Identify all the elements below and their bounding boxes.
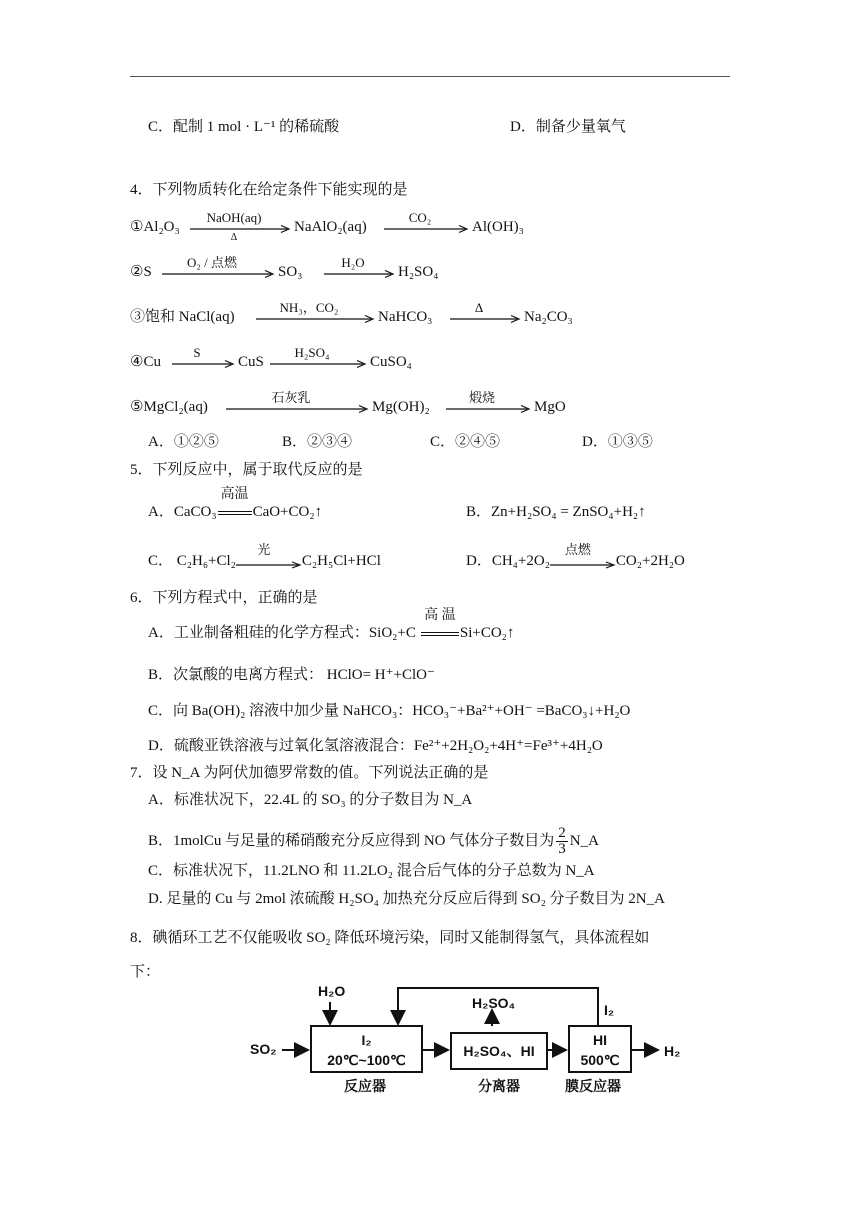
flow-h2-label: H₂ [664,1043,681,1059]
q7-option-c: C．标准状况下，11.2LNO 和 11.2LO₂ 混合后气体的分子总数为 N_A [148,863,595,879]
arrow-condition-above: S [193,345,201,360]
flow-h2so4-out-label: H₂SO₄ [472,995,516,1011]
membrane-line2: 500℃ [580,1052,620,1068]
route-intermediate: CuS [238,354,264,370]
equilibrium-sign-icon [217,486,253,523]
q8-stem-line2: 下： [130,964,161,980]
q7-option-b [148,826,599,857]
reaction-arrow-icon [270,346,366,370]
route-intermediate: NaHCO₃ [378,309,433,325]
route-start: ③饱和 NaCl(aq) [130,309,235,325]
route-intermediate: Mg(OH)₂ [372,399,430,415]
q7-b-right: N_A [569,832,599,849]
q5-d-right: CO₂+2H₂O [615,553,685,569]
q5-stem: 5．下列反应中，属于取代反应的是 [130,462,363,478]
membrane-reactor-name: 膜反应器 [565,1078,621,1094]
reactor-line2: 20℃~100℃ [327,1052,406,1068]
q6-a-condition: 高 温 [424,607,456,623]
q4-option-c: C．②④⑤ [430,434,501,450]
reaction-arrow-icon [446,391,530,415]
q5-d-left: D．CH₄+2O₂ [466,553,550,569]
arrow-condition-above: NaOH(aq) [206,210,262,225]
q4-option-d: D．①③⑤ [582,434,653,450]
route-intermediate: NaAlO₂(aq) [294,219,367,235]
separator-name: 分离器 [478,1078,520,1094]
q6-option-d: D．硫酸亚铁溶液与过氧化氢溶液混合：Fe²⁺+2H₂O₂+4H⁺=Fe³⁺+4H₂O [148,738,603,754]
q5-option-a [148,486,323,523]
q4-option-b: B．②③④ [282,434,353,450]
q5-a-condition: 高温 [220,486,249,502]
q6-option-b: B．次氯酸的电离方程式： HClO= H⁺+ClO⁻ [148,667,435,683]
reaction-arrow-icon [256,301,374,325]
q7-b-left: B．1molCu 与足量的稀硝酸充分反应得到 NO 气体分子数目为 [148,832,555,849]
reactor-name: 反应器 [344,1078,386,1094]
reaction-arrow-icon [190,210,290,243]
arrow-condition-above: Δ [474,300,484,315]
q5-option-c [148,541,381,572]
q6-stem: 6．下列方程式中，正确的是 [130,590,318,606]
arrow-condition-above: O₂ / 点燃 [186,255,238,270]
reaction-arrow-icon [324,256,394,280]
q6-option-a [148,607,515,644]
reactor-box [310,1025,423,1073]
q6-a-left: A．工业制备粗硅的化学方程式：SiO₂+C [148,625,416,641]
q7-stem: 7．设 N_A 为阿伏加德罗常数的值。下列说法正确的是 [130,765,489,781]
route-product: CuSO₄ [370,354,412,370]
flow-so2-label: SO₂ [250,1041,277,1057]
q3-option-d: D．制备少量氧气 [510,119,626,135]
q5-a-left: A．CaCO₃ [148,504,217,520]
q6-a-right: Si+CO₂↑ [459,625,515,641]
separator-line1: H₂SO₄、HI [463,1043,535,1059]
equilibrium-sign-icon [420,607,460,644]
arrow-condition-above: 煅烧 [468,390,495,405]
route-start: ①Al₂O₃ [130,219,180,235]
reaction-arrow-icon [450,301,520,325]
membrane-reactor-box [568,1025,632,1073]
reaction-arrow-icon [384,211,468,235]
arrow-condition-below: Δ [230,232,238,243]
q5-d-condition: 点燃 [564,541,591,557]
route-product: Al(OH)₃ [472,219,524,235]
route-intermediate: SO₃ [278,264,303,280]
q5-option-d [466,541,685,572]
reactor-line1: I₂ [361,1032,372,1048]
reaction-arrow-icon [236,541,302,572]
route-start: ④Cu [130,354,161,370]
q5-c-right: C₂H₅Cl+HCl [301,553,381,569]
route-product: Na₂CO₃ [524,309,573,325]
header-rule [130,76,730,77]
q3-option-c: C．配制 1 mol · L⁻¹ 的稀硫酸 [148,119,340,135]
route-start: ⑤MgCl₂(aq) [130,399,208,415]
route-start: ②S [130,264,152,280]
arrow-condition-above: CO₂ [408,210,432,225]
arrow-condition-above: H₂SO₄ [294,345,330,360]
q5-option-b: B．Zn+H₂SO₄ = ZnSO₄+H₂↑ [466,504,646,520]
arrow-condition-above: 石灰乳 [271,390,311,405]
route-product: H₂SO₄ [398,264,439,280]
fraction-two-thirds: $\frac{2}{3}$ [558,825,566,857]
q8-stem-line1: 8．碘循环工艺不仅能吸收 SO₂ 降低环境污染，同时又能制得氢气，具体流程如 [130,930,650,946]
q4-stem: 4．下列物质转化在给定条件下能实现的是 [130,182,408,198]
route-product: MgO [534,399,566,415]
reaction-arrow-icon [226,391,368,415]
arrow-condition-above: H₂O [341,255,365,270]
q4-option-a: A．①②⑤ [148,434,219,450]
reaction-arrow-icon [550,541,616,572]
reaction-arrow-icon [162,256,274,280]
q6-option-c: C．向 Ba(OH)₂ 溶液中加少量 NaHCO₃：HCO₃⁻+Ba²⁺+OH⁻ =BaCO₃↓+H₂O [148,703,631,719]
membrane-line1: HI [593,1032,607,1048]
q7-option-a: A．标准状况下，22.4L 的 SO₃ 的分子数目为 N_A [148,792,473,808]
separator-box [450,1032,548,1070]
flow-h2o-label: H₂O [318,983,346,999]
q7-option-d: D. 足量的 Cu 与 2mol 浓硫酸 H₂SO₄ 加热充分反应后得到 SO₂ 分子数目为 2N_A [148,891,665,907]
q5-c-condition: 光 [257,541,271,557]
reaction-arrow-icon [172,346,234,370]
arrow-condition-above: NH₃，CO₂ [279,300,339,315]
q5-c-left: C． C₂H₆+Cl₂ [148,553,236,569]
q5-a-right: CaO+CO₂↑ [252,504,323,520]
flow-i2-return-label: I₂ [604,1002,615,1018]
